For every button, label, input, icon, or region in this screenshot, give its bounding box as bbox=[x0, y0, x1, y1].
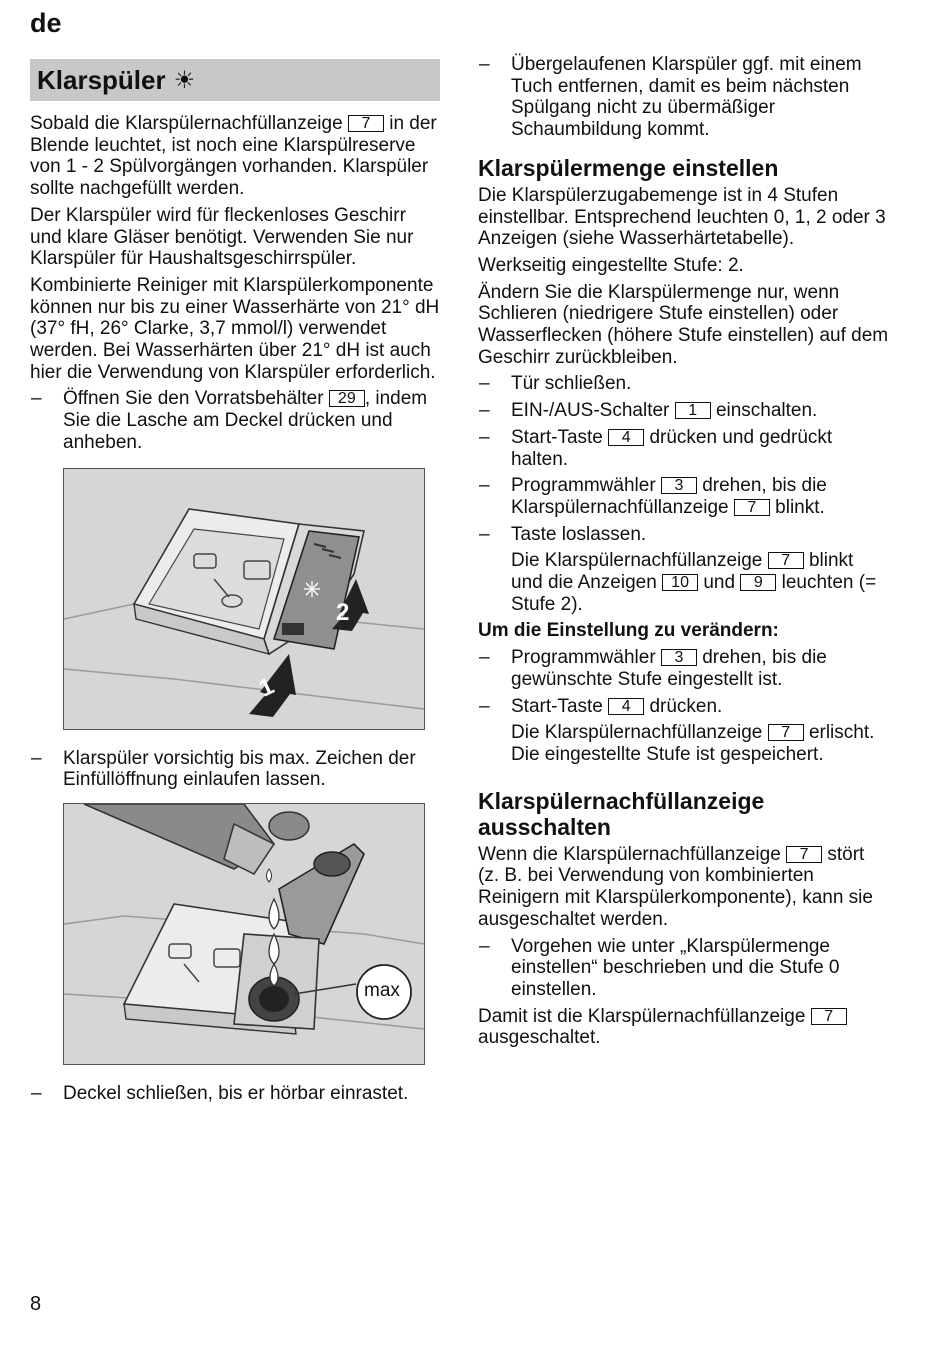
step-open-container: – Öffnen Sie den Vorratsbehälter 29 , indem Sie die Lasche am Deckel drücken und anheben. bbox=[31, 388, 428, 453]
dash: – bbox=[479, 373, 490, 395]
subheading-change-setting: Um die Einstellung zu verändern: bbox=[478, 620, 779, 642]
amount-paragraph-2: Werkseitig eingestellte Stufe: 2. bbox=[478, 254, 744, 276]
page-number: 8 bbox=[30, 1293, 42, 1315]
ref-box: 7 bbox=[768, 724, 804, 741]
dispenser-fill-illustration bbox=[64, 804, 424, 1064]
ref-box: 7 bbox=[734, 499, 770, 516]
dash: – bbox=[479, 400, 490, 422]
heading-disable-indicator: Klarspülernachfüllanzeige ausschalten bbox=[478, 787, 765, 840]
ref-box: 29 bbox=[329, 390, 365, 407]
ref-box: 7 bbox=[786, 846, 822, 863]
ref-box: 3 bbox=[661, 649, 697, 666]
step-turn-selector: – Programmwähler 3 drehen, bis die Klarspülernachfüllanzeige 7 blinkt. bbox=[479, 475, 827, 518]
figure-callout-2: 2 bbox=[336, 598, 350, 626]
language-code: de bbox=[30, 8, 62, 38]
dash: – bbox=[31, 747, 42, 769]
ref-box: 10 bbox=[662, 574, 698, 591]
step-set-level-zero: – Vorgehen wie unter „Klarspülermenge einstellen“ beschrieben und die Stufe 0 einstellen. bbox=[479, 935, 840, 1000]
step-press-start: – Start-Taste 4 drücken. bbox=[479, 695, 723, 717]
dash: – bbox=[479, 523, 490, 545]
release-note: Die Klarspülernachfüllanzeige 7 blinkt und die Anzeigen 10 und 9 leuchten (= Stufe 2). bbox=[511, 550, 877, 615]
amount-paragraph-3: Ändern Sie die Klarspülermenge nur, wenn Schlieren (niedrigere Stufe einstellen) oder Wasserflecken (höhere Stufe einstellen) auf dem Geschirr zurückbleiben. bbox=[478, 281, 889, 368]
left-column bbox=[30, 54, 440, 1110]
disable-paragraph-1: Wenn die Klarspülernachfüllanzeige 7 stört (z. B. bei Verwendung von kombinierten Reinigern mit Klarspülerkomponente), kann sie ausgeschaltet werden. bbox=[478, 843, 873, 930]
dash: – bbox=[479, 475, 490, 497]
dash: – bbox=[479, 695, 490, 717]
dash: – bbox=[479, 647, 490, 669]
ref-box: 4 bbox=[608, 698, 644, 715]
section-title-bar bbox=[30, 59, 440, 101]
step-close-lid: – Deckel schließen, bis er hörbar einrastet. bbox=[31, 1082, 409, 1104]
combined-detergent-paragraph: Kombinierte Reiniger mit Klarspülerkomponente können nur bis zu einer Wasserhärte von 21° dH (37° fH, 26° Clarke, 3,7 mmol/l) verwendet werden. Bei Wasserhärten über 21° dH ist auch hier die Verwendung von Klarspüler erforderlich. bbox=[30, 274, 440, 383]
step-release: – Taste loslassen. bbox=[479, 523, 647, 545]
press-start-note: Die Klarspülernachfüllanzeige 7 erlischt. Die eingestellte Stufe ist gespeichert. bbox=[511, 722, 875, 765]
figure-open-container bbox=[63, 468, 425, 730]
step-wipe-overflow: – Übergelaufenen Klarspüler ggf. mit einem Tuch entfernen, damit es beim nächsten Spülgang nicht zu übermäßiger Schaumbildung kommt. bbox=[479, 54, 862, 141]
dash: – bbox=[31, 1082, 42, 1104]
amount-paragraph-1: Die Klarspülerzugabemenge ist in 4 Stufen einstellbar. Entsprechend leuchten 0, 1, 2 oder 3 Anzeigen (siehe Wasserhärtetabelle). bbox=[478, 184, 886, 250]
max-mark-label: max bbox=[364, 979, 400, 1001]
ref-box: 3 bbox=[661, 477, 697, 494]
intro-paragraph: Sobald die Klarspülernachfüllanzeige 7 in der Blende leuchtet, ist noch eine Klarspülreserve von 1 - 2 Spülvorgängen vorhanden. Klarspüler sollte nachgefüllt werden. bbox=[30, 113, 437, 200]
purpose-paragraph: Der Klarspüler wird für fleckenloses Geschirr und klare Gläser benötigt. Verwenden Sie nur Klarspüler für Haushaltsgeschirrspüler. bbox=[30, 204, 414, 270]
step-change-selector: – Programmwähler 3 drehen, bis die gewünschte Stufe eingestellt ist. bbox=[479, 647, 827, 690]
ref-box: 9 bbox=[740, 574, 776, 591]
dash: – bbox=[31, 388, 42, 410]
ref-box: 7 bbox=[811, 1008, 847, 1025]
step-hold-start: – Start-Taste 4 drücken und gedrückt halten. bbox=[479, 426, 833, 470]
step-fill: – Klarspüler vorsichtig bis max. Zeichen der Einfüllöffnung einlaufen lassen. bbox=[31, 747, 416, 791]
dispenser-open-illustration bbox=[64, 469, 424, 729]
ref-box: 1 bbox=[675, 402, 711, 419]
ref-box: 7 bbox=[768, 552, 804, 569]
ref-box: 4 bbox=[608, 429, 644, 446]
step-close-door: – Tür schließen. bbox=[479, 373, 632, 395]
heading-adjust-amount: Klarspülermenge einstellen bbox=[478, 154, 779, 181]
figure-fill bbox=[63, 803, 425, 1065]
step-power-on: – EIN-/AUS-Schalter 1 einschalten. bbox=[479, 400, 818, 422]
dash: – bbox=[479, 935, 490, 957]
figure-callout-1: 1 bbox=[254, 672, 279, 703]
dash: – bbox=[479, 426, 490, 448]
section-title: Klarspüler bbox=[37, 64, 166, 95]
rinse-aid-icon: ☀ bbox=[173, 66, 196, 94]
dash: – bbox=[479, 54, 490, 75]
ref-box: 7 bbox=[348, 115, 384, 132]
right-column bbox=[478, 54, 890, 1054]
disable-paragraph-2: Damit ist die Klarspülernachfüllanzeige 7 ausgeschaltet. bbox=[478, 1006, 890, 1049]
